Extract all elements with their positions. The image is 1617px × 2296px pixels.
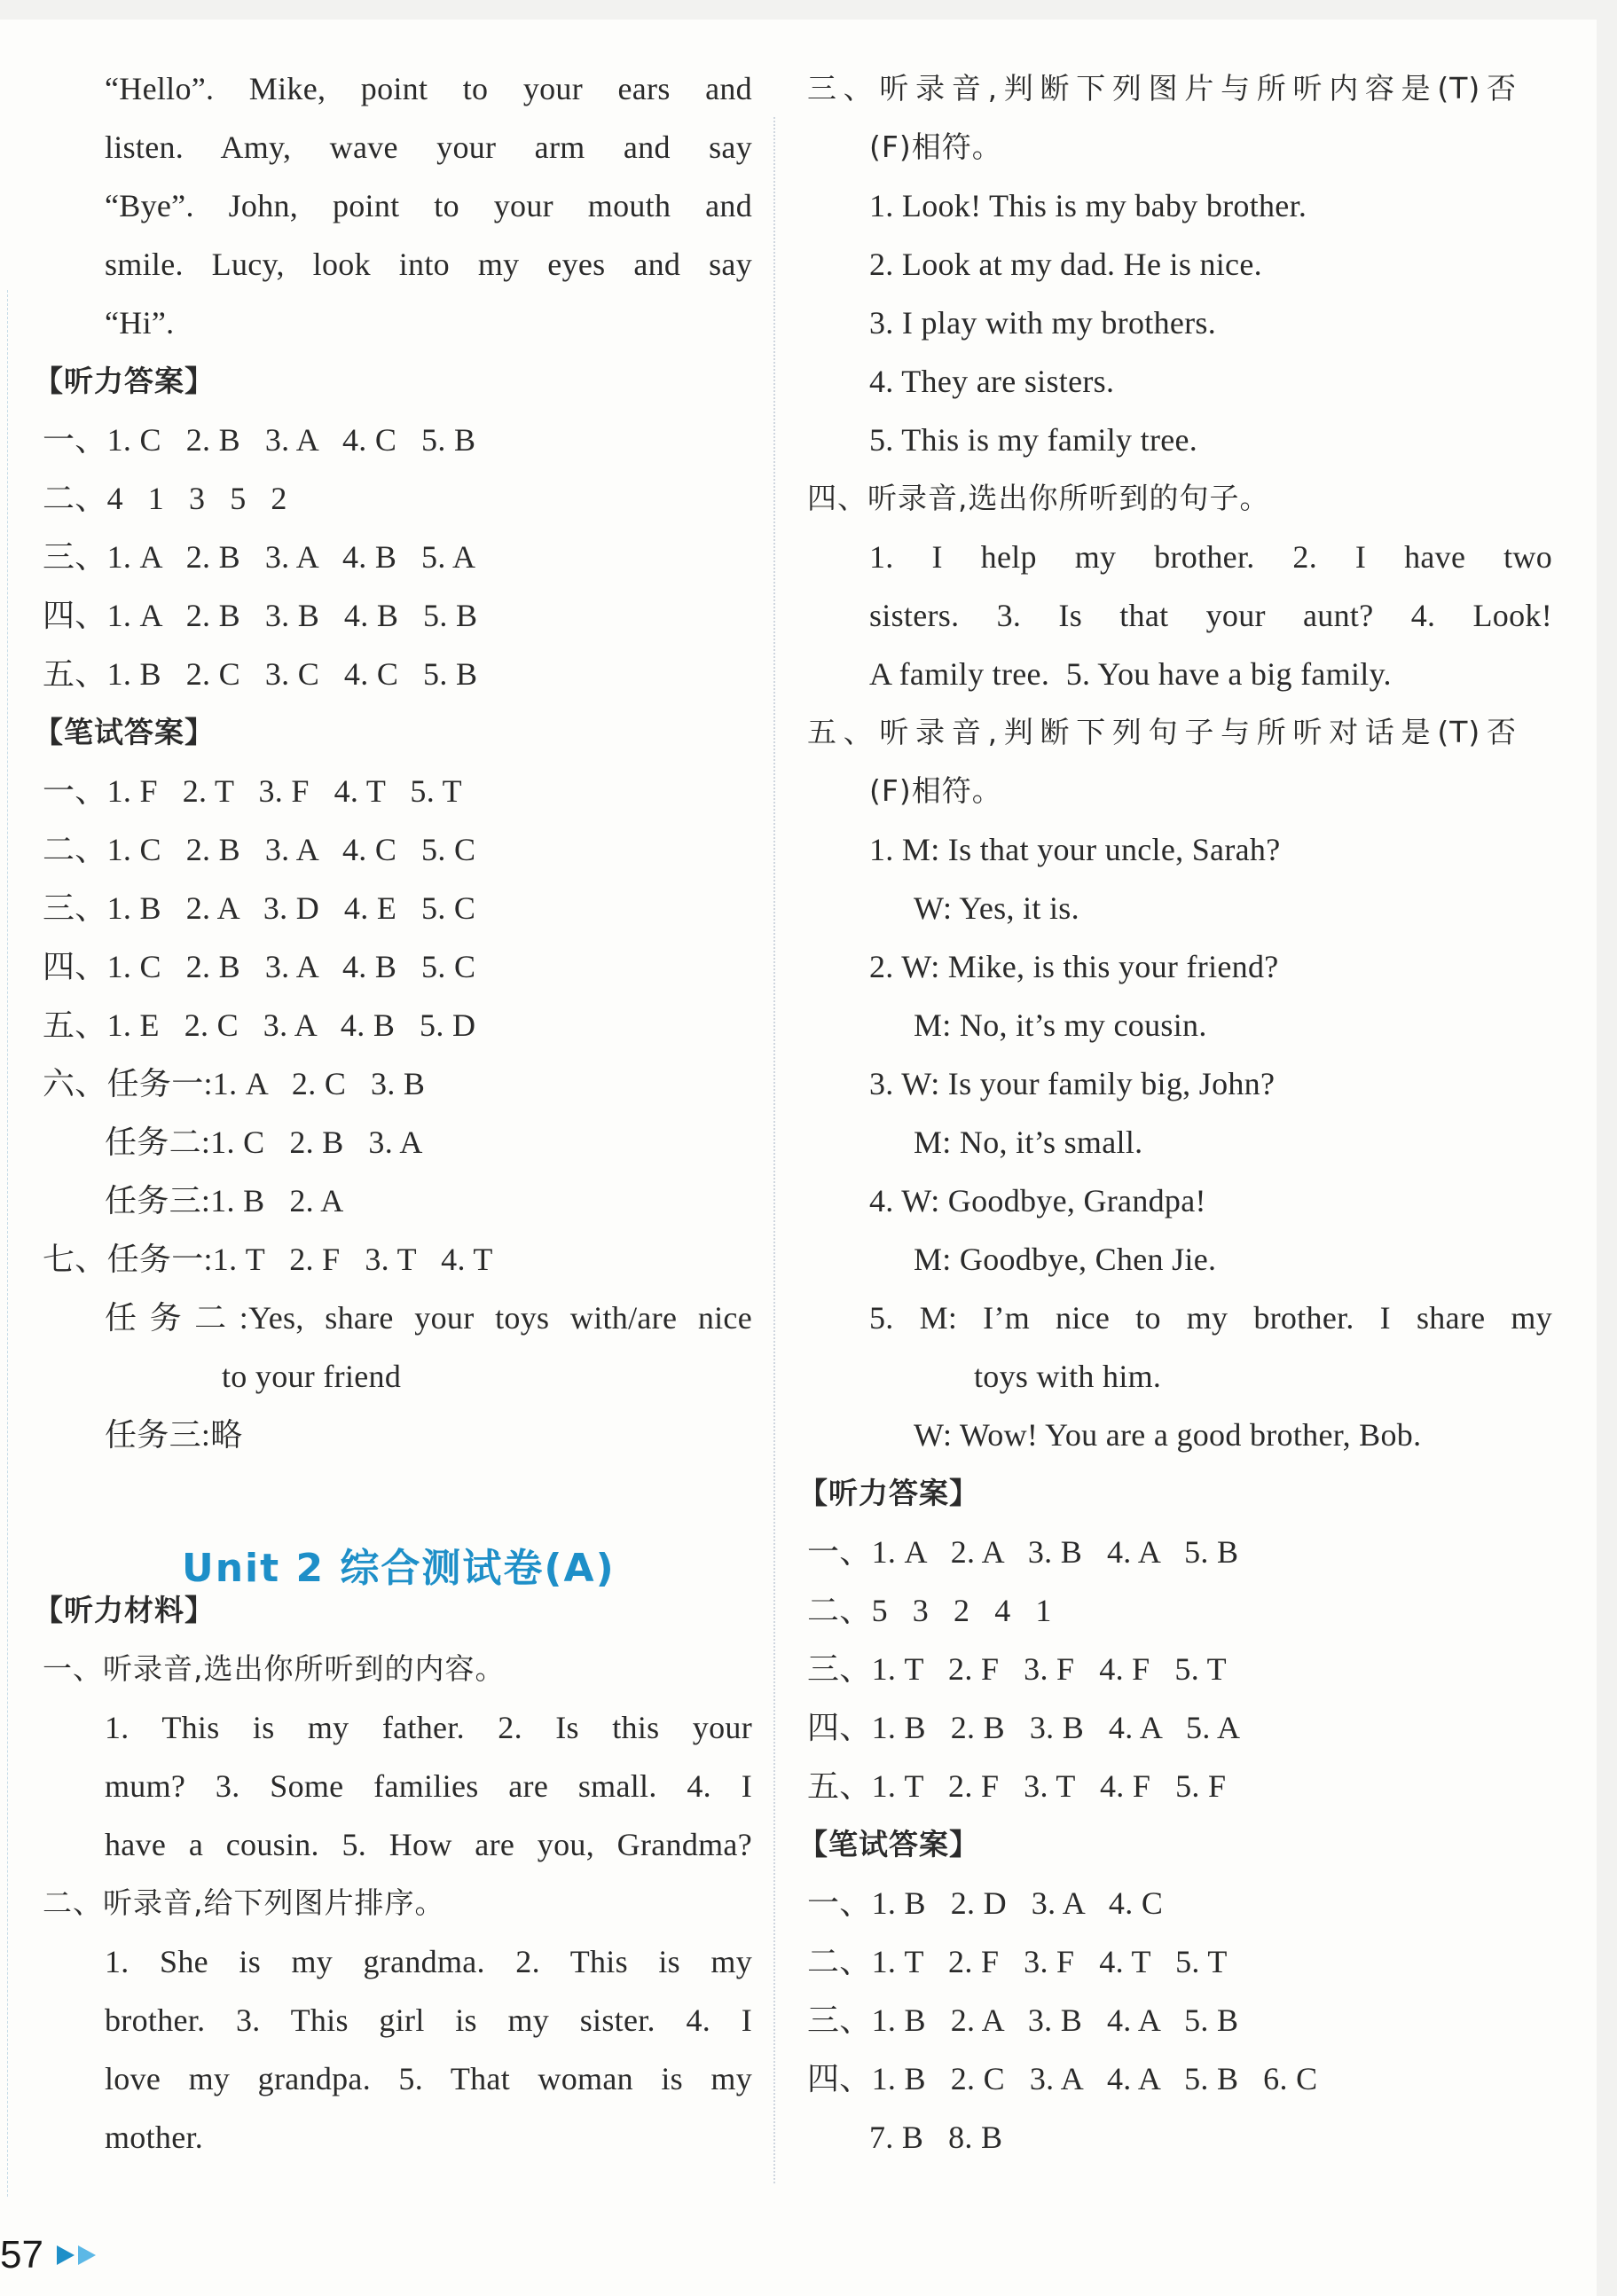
left-line: mum? 3. Some families are small. 4. I (105, 1768, 752, 1804)
right-line: (F)相符。 (869, 129, 1002, 164)
right-line: A family tree. 5. You have a big family. (869, 656, 1392, 692)
right-line: 【笔试答案】 (798, 1827, 979, 1861)
left-line: 二、听录音,给下列图片排序。 (43, 1885, 445, 1920)
left-line: 一、听录音,选出你所听到的内容。 (43, 1651, 506, 1686)
right-line: 7. B 8. B (869, 2120, 1003, 2155)
right-line: M: No, it’s my cousin. (914, 1007, 1207, 1043)
left-line: to your friend (222, 1359, 402, 1394)
left-line: 【笔试答案】 (34, 715, 215, 749)
left-line: 1. She is my grandma. 2. This is my (105, 1944, 752, 1979)
right-line: 1. M: Is that your uncle, Sarah? (869, 832, 1281, 867)
right-line: 三、听录音,判断下列图片与所听内容是(T)否 (807, 71, 1517, 106)
right-line: (F)相符。 (869, 773, 1002, 808)
right-line: 一、1. A 2. A 3. B 4. A 5. B (807, 1534, 1239, 1570)
left-line: 任务二:Yes, share your toys with/are nice (105, 1300, 752, 1336)
left-line: 一、1. C 2. B 3. A 4. C 5. B (43, 422, 476, 458)
right-line: sisters. 3. Is that your aunt? 4. Look! (869, 598, 1552, 633)
left-line: 任务二:1. C 2. B 3. A (105, 1124, 423, 1160)
left-line: listen. Amy, wave your arm and say (105, 129, 752, 165)
right-line: 4. W: Goodbye, Grandpa! (869, 1183, 1206, 1219)
right-line: 三、1. T 2. F 3. F 4. F 5. T (807, 1651, 1227, 1687)
left-line: 二、4 1 3 5 2 (43, 481, 287, 516)
left-line: 【听力材料】 (34, 1593, 215, 1627)
left-line: 七、任务一:1. T 2. F 3. T 4. T (43, 1242, 493, 1277)
right-line: 四、听录音,选出你所听到的句子。 (807, 481, 1270, 515)
right-line: 2. Look at my dad. He is nice. (869, 247, 1262, 282)
right-line: W: Yes, it is. (914, 890, 1079, 926)
right-line: 二、5 3 2 4 1 (807, 1593, 1052, 1628)
right-line: 一、1. B 2. D 3. A 4. C (807, 1885, 1164, 1921)
left-line: mother. (105, 2120, 204, 2155)
right-line: 【听力答案】 (798, 1476, 979, 1510)
right-line: 二、1. T 2. F 3. F 4. T 5. T (807, 1944, 1228, 1979)
left-line: “Bye”. John, point to your mouth and (105, 188, 752, 223)
page-arrows-icon (57, 2245, 99, 2269)
left-line: 五、1. E 2. C 3. A 4. B 5. D (43, 1007, 476, 1043)
right-line: 五、听录音,判断下列句子与所听对话是(T)否 (807, 715, 1517, 749)
left-line: smile. Lucy, look into my eyes and say (105, 247, 752, 282)
left-line: 任务三:1. B 2. A (105, 1183, 344, 1219)
margin-line (7, 290, 8, 2197)
right-line: 四、1. B 2. B 3. B 4. A 5. A (807, 1710, 1241, 1745)
left-line: “Hello”. Mike, point to your ears and (105, 71, 752, 106)
left-line: have a cousin. 5. How are you, Grandma? (105, 1827, 752, 1862)
left-line: 1. This is my father. 2. Is this your (105, 1710, 752, 1745)
page-number: 57 (0, 2233, 43, 2276)
right-line: 五、1. T 2. F 3. T 4. F 5. F (807, 1768, 1227, 1804)
left-line: brother. 3. This girl is my sister. 4. I (105, 2002, 752, 2038)
right-line: 3. I play with my brothers. (869, 305, 1217, 341)
right-line: toys with him. (974, 1359, 1162, 1394)
right-line: M: No, it’s small. (914, 1124, 1143, 1160)
column-divider (773, 117, 775, 2183)
left-line: 任务三:略 (105, 1417, 243, 1453)
right-line: 5. This is my family tree. (869, 422, 1198, 458)
right-line: 5. M: I’m nice to my brother. I share my (869, 1300, 1552, 1336)
left-line: love my grandpa. 5. That woman is my (105, 2061, 752, 2096)
right-line: W: Wow! You are a good brother, Bob. (914, 1417, 1422, 1453)
left-line: 四、1. C 2. B 3. A 4. B 5. C (43, 949, 476, 984)
right-line: 2. W: Mike, is this your friend? (869, 949, 1279, 984)
left-line: 二、1. C 2. B 3. A 4. C 5. C (43, 832, 476, 867)
right-line: 三、1. B 2. A 3. B 4. A 5. B (807, 2002, 1239, 2038)
left-line: 一、1. F 2. T 3. F 4. T 5. T (43, 773, 462, 809)
left-line: 六、任务一:1. A 2. C 3. B (43, 1066, 426, 1101)
left-line: 五、1. B 2. C 3. C 4. C 5. B (43, 656, 478, 692)
right-line: 1. Look! This is my baby brother. (869, 188, 1307, 223)
left-line: “Hi”. (105, 305, 175, 341)
right-line: M: Goodbye, Chen Jie. (914, 1242, 1217, 1277)
right-line: 4. They are sisters. (869, 364, 1115, 399)
unit-title: Unit 2 综合测试卷(A) (182, 1546, 616, 1591)
left-line: 三、1. B 2. A 3. D 4. E 5. C (43, 890, 476, 926)
left-line: 【听力答案】 (34, 364, 215, 398)
right-line: 1. I help my brother. 2. I have two (869, 539, 1552, 575)
left-line: 四、1. A 2. B 3. B 4. B 5. B (43, 598, 478, 633)
right-line: 四、1. B 2. C 3. A 4. A 5. B 6. C (807, 2061, 1318, 2096)
document-page (0, 20, 1597, 2296)
right-line: 3. W: Is your family big, John? (869, 1066, 1276, 1101)
left-line: 三、1. A 2. B 3. A 4. B 5. A (43, 539, 476, 575)
